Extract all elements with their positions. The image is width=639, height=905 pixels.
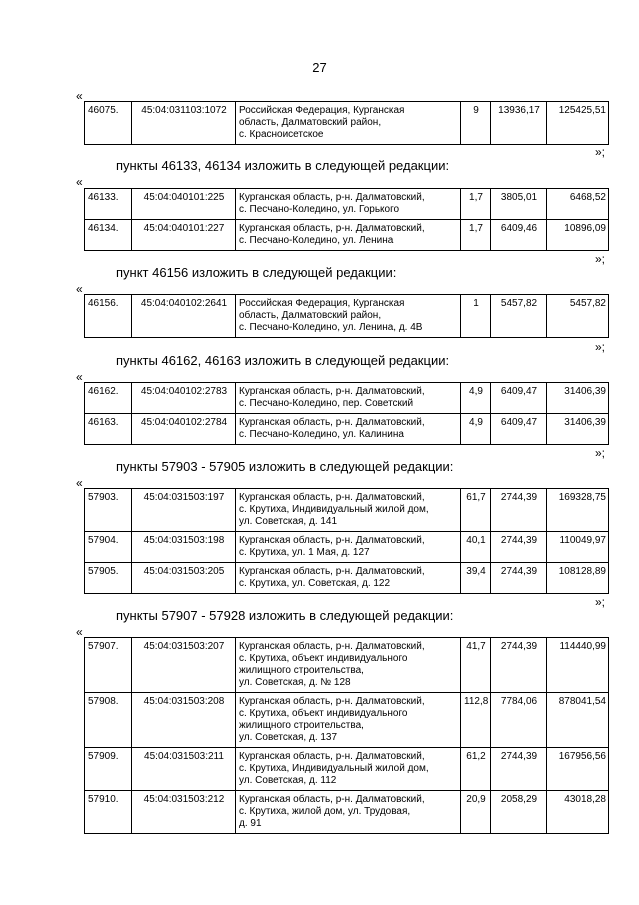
price-cell: 5457,82 xyxy=(491,295,547,338)
row-number-cell: 46075. xyxy=(85,102,132,145)
address-line: Курганская область, р-н. Далматовский, xyxy=(239,386,425,397)
row-number-cell: 57903. xyxy=(85,489,132,532)
open-quote: « xyxy=(76,625,83,639)
total-cell: 6468,52 xyxy=(547,189,609,220)
cadastral-number-cell: 45:04:031103:1072 xyxy=(132,102,236,145)
area-cell: 20,9 xyxy=(461,791,491,834)
address-line: с. Крутиха, Индивидуальный жилой дом, xyxy=(239,763,429,774)
data-table xyxy=(84,637,609,834)
address-cell xyxy=(236,791,461,834)
cadastral-number-cell: 45:04:031503:208 xyxy=(132,693,236,748)
table-row xyxy=(85,489,609,532)
address-line: жилищного строительства, xyxy=(239,720,364,731)
address-line: с. Крутиха, ул. Советская, д. 122 xyxy=(239,578,391,589)
total-cell: 31406,39 xyxy=(547,383,609,414)
open-quote: « xyxy=(76,282,83,296)
address-line: Курганская область, р-н. Далматовский, xyxy=(239,535,425,546)
page-number: 27 xyxy=(312,60,327,75)
address-line: Российская Федерация, Курганская xyxy=(239,105,405,116)
address-cell xyxy=(236,220,461,251)
table-row xyxy=(85,693,609,748)
instruction-text: пункты 46162, 46163 изложить в следующей редакции: xyxy=(116,353,450,368)
address-line: с. Крутиха, Индивидуальный жилой дом, xyxy=(239,504,429,515)
area-cell: 1 xyxy=(461,295,491,338)
address-cell xyxy=(236,102,461,145)
total-cell: 43018,28 xyxy=(547,791,609,834)
row-number-cell: 57910. xyxy=(85,791,132,834)
data-table xyxy=(84,488,609,594)
cadastral-number-cell: 45:04:031503:207 xyxy=(132,638,236,693)
table-row xyxy=(85,638,609,693)
cadastral-number-cell: 45:04:031503:211 xyxy=(132,748,236,791)
address-cell xyxy=(236,189,461,220)
total-cell: 878041,54 xyxy=(547,693,609,748)
data-table xyxy=(84,294,609,338)
total-cell: 10896,09 xyxy=(547,220,609,251)
address-line: Российская Федерация, Курганская xyxy=(239,298,405,309)
address-cell xyxy=(236,563,461,594)
total-cell: 169328,75 xyxy=(547,489,609,532)
price-cell: 13936,17 xyxy=(491,102,547,145)
price-cell: 2058,29 xyxy=(491,791,547,834)
address-line: Курганская область, р-н. Далматовский, xyxy=(239,794,425,805)
address-line: Курганская область, р-н. Далматовский, xyxy=(239,223,425,234)
total-cell: 125425,51 xyxy=(547,102,609,145)
address-line: с. Красноисетское xyxy=(239,129,324,140)
row-number-cell: 46133. xyxy=(85,189,132,220)
close-quote: »; xyxy=(595,340,606,354)
area-cell: 40,1 xyxy=(461,532,491,563)
address-line: Курганская область, р-н. Далматовский, xyxy=(239,641,425,652)
instruction-text: пункты 57903 - 57905 изложить в следующей редакции: xyxy=(116,459,454,474)
address-line: ул. Советская, д. 141 xyxy=(239,516,338,527)
price-cell: 7784,06 xyxy=(491,693,547,748)
table-row xyxy=(85,189,609,220)
area-cell: 4,9 xyxy=(461,383,491,414)
price-cell: 6409,47 xyxy=(491,414,547,445)
table-row xyxy=(85,563,609,594)
address-line: с. Песчано-Коледино, пер. Советский xyxy=(239,398,414,409)
address-line: с. Крутиха, объект индивидуального xyxy=(239,653,408,664)
address-line: Курганская область, р-н. Далматовский, xyxy=(239,417,425,428)
address-line: ул. Советская, д. 112 xyxy=(239,775,337,786)
area-cell: 61,2 xyxy=(461,748,491,791)
row-number-cell: 46156. xyxy=(85,295,132,338)
cadastral-number-cell: 45:04:040102:2783 xyxy=(132,383,236,414)
table-row xyxy=(85,220,609,251)
price-cell: 2744,39 xyxy=(491,563,547,594)
close-quote: »; xyxy=(595,595,606,609)
price-cell: 2744,39 xyxy=(491,489,547,532)
area-cell: 1,7 xyxy=(461,189,491,220)
instruction-text: пункты 57907 - 57928 изложить в следующей редакции: xyxy=(116,608,454,623)
instruction-text: пункты 46133, 46134 изложить в следующей редакции: xyxy=(116,158,450,173)
address-cell xyxy=(236,383,461,414)
open-quote: « xyxy=(76,370,83,384)
area-cell: 61,7 xyxy=(461,489,491,532)
table-row xyxy=(85,102,609,145)
area-cell: 9 xyxy=(461,102,491,145)
close-quote: »; xyxy=(595,145,606,159)
open-quote: « xyxy=(76,175,83,189)
area-cell: 4,9 xyxy=(461,414,491,445)
address-line: с. Крутиха, ул. 1 Мая, д. 127 xyxy=(239,547,370,558)
cadastral-number-cell: 45:04:040101:225 xyxy=(132,189,236,220)
row-number-cell: 57909. xyxy=(85,748,132,791)
table-row xyxy=(85,791,609,834)
row-number-cell: 57905. xyxy=(85,563,132,594)
cadastral-number-cell: 45:04:040102:2784 xyxy=(132,414,236,445)
table-row xyxy=(85,383,609,414)
address-line: с. Песчано-Коледино, ул. Ленина xyxy=(239,235,394,246)
price-cell: 2744,39 xyxy=(491,748,547,791)
cadastral-number-cell: 45:04:040101:227 xyxy=(132,220,236,251)
area-cell: 112,8 xyxy=(461,693,491,748)
cadastral-number-cell: 45:04:031503:198 xyxy=(132,532,236,563)
close-quote: »; xyxy=(595,446,606,460)
price-cell: 6409,47 xyxy=(491,383,547,414)
cadastral-number-cell: 45:04:031503:205 xyxy=(132,563,236,594)
address-line: с. Песчано-Коледино, ул. Калинина xyxy=(239,429,404,440)
table-row xyxy=(85,295,609,338)
address-line: с. Крутиха, объект индивидуального xyxy=(239,708,408,719)
close-quote: »; xyxy=(595,252,606,266)
price-cell: 6409,46 xyxy=(491,220,547,251)
data-table xyxy=(84,382,609,445)
price-cell: 2744,39 xyxy=(491,532,547,563)
cadastral-number-cell: 45:04:031503:212 xyxy=(132,791,236,834)
table-row xyxy=(85,532,609,563)
address-line: Курганская область, р-н. Далматовский, xyxy=(239,492,425,503)
address-cell xyxy=(236,295,461,338)
cadastral-number-cell: 45:04:040102:2641 xyxy=(132,295,236,338)
open-quote: « xyxy=(76,476,83,490)
data-table xyxy=(84,188,609,251)
address-cell xyxy=(236,748,461,791)
address-cell xyxy=(236,638,461,693)
row-number-cell: 46134. xyxy=(85,220,132,251)
address-line: Курганская область, р-н. Далматовский, xyxy=(239,696,425,707)
total-cell: 114440,99 xyxy=(547,638,609,693)
data-table xyxy=(84,101,609,145)
total-cell: 31406,39 xyxy=(547,414,609,445)
open-quote: « xyxy=(76,89,83,103)
area-cell: 39,4 xyxy=(461,563,491,594)
address-line: с. Песчано-Коледино, ул. Горького xyxy=(239,204,400,215)
row-number-cell: 46163. xyxy=(85,414,132,445)
row-number-cell: 57907. xyxy=(85,638,132,693)
row-number-cell: 57908. xyxy=(85,693,132,748)
address-line: ул. Советская, д. № 128 xyxy=(239,677,351,688)
total-cell: 108128,89 xyxy=(547,563,609,594)
address-cell xyxy=(236,532,461,563)
row-number-cell: 46162. xyxy=(85,383,132,414)
address-cell xyxy=(236,414,461,445)
table-row xyxy=(85,414,609,445)
area-cell: 1,7 xyxy=(461,220,491,251)
price-cell: 3805,01 xyxy=(491,189,547,220)
address-line: жилищного строительства, xyxy=(239,665,364,676)
address-line: ул. Советская, д. 137 xyxy=(239,732,338,743)
address-line: с. Песчано-Коледино, ул. Ленина, д. 4В xyxy=(239,322,423,333)
row-number-cell: 57904. xyxy=(85,532,132,563)
total-cell: 5457,82 xyxy=(547,295,609,338)
address-line: Курганская область, р-н. Далматовский, xyxy=(239,751,425,762)
price-cell: 2744,39 xyxy=(491,638,547,693)
address-line: с. Крутиха, жилой дом, ул. Трудовая, xyxy=(239,806,411,817)
address-line: д. 91 xyxy=(239,818,262,829)
total-cell: 167956,56 xyxy=(547,748,609,791)
table-row xyxy=(85,748,609,791)
address-line: область, Далматовский район, xyxy=(239,117,382,128)
total-cell: 110049,97 xyxy=(547,532,609,563)
area-cell: 41,7 xyxy=(461,638,491,693)
address-line: область, Далматовский район, xyxy=(239,310,382,321)
address-line: Курганская область, р-н. Далматовский, xyxy=(239,192,425,203)
address-line: Курганская область, р-н. Далматовский, xyxy=(239,566,425,577)
address-cell xyxy=(236,693,461,748)
cadastral-number-cell: 45:04:031503:197 xyxy=(132,489,236,532)
instruction-text: пункт 46156 изложить в следующей редакции: xyxy=(116,265,397,280)
address-cell xyxy=(236,489,461,532)
